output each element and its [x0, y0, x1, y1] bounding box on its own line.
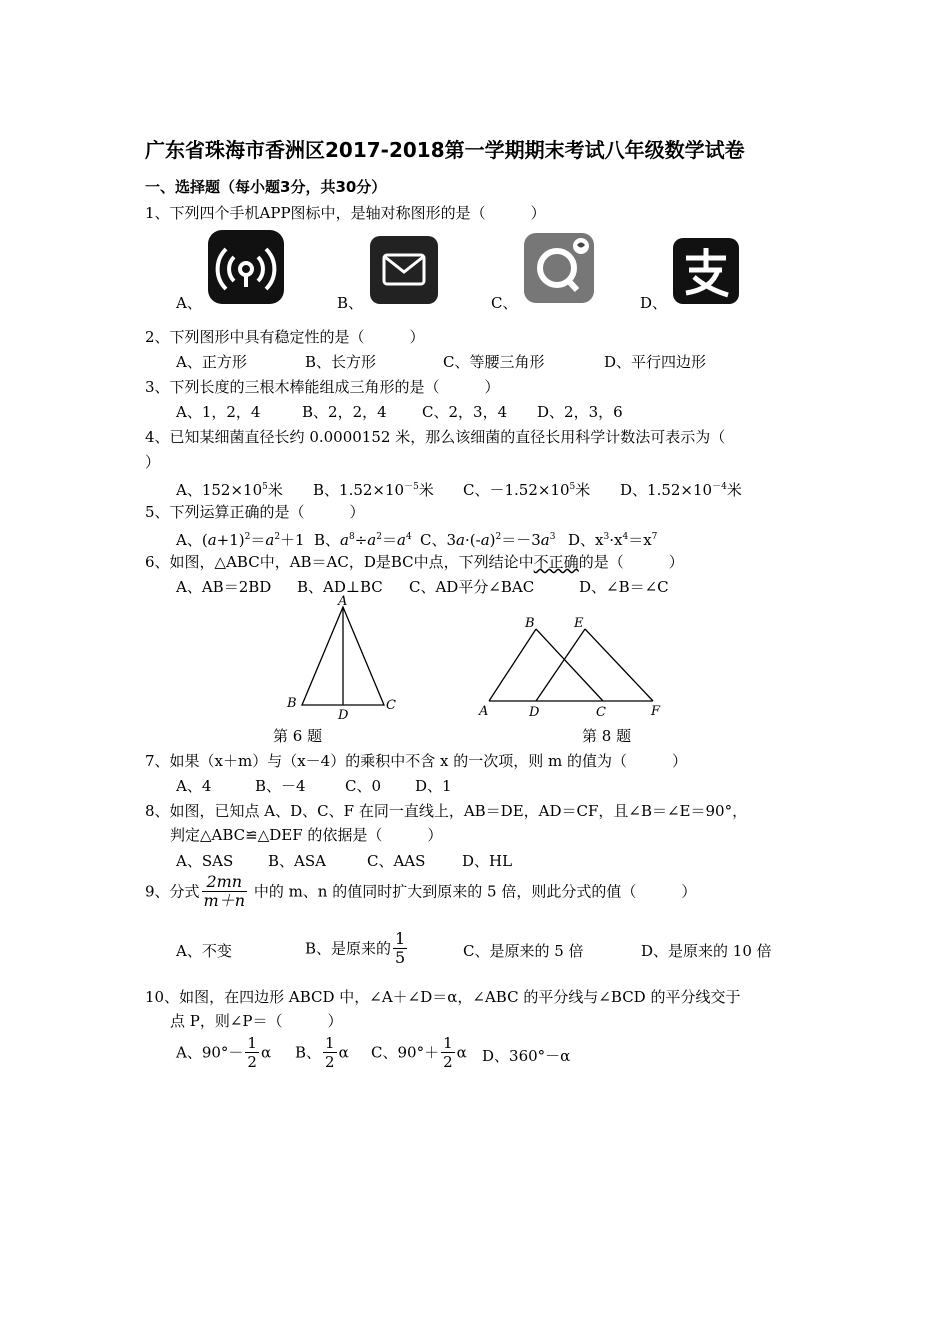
q8-option-d: D、HL	[462, 852, 513, 870]
q6-option-a: A、AB＝2BD	[176, 578, 272, 596]
q10-option-d: D、360°－α	[482, 1047, 571, 1065]
q7-option-c: C、0	[345, 777, 382, 795]
question-8-stem-cont: 判定△ABC≌△DEF 的依据是（ ）	[170, 826, 443, 844]
q3-option-a: A、1，2，4	[176, 403, 261, 421]
q2-option-a: A、正方形	[176, 353, 247, 371]
q10-option-a: A、90°－ $\frac{1}{2}$ α	[176, 1034, 272, 1071]
question-7-stem: 7、如果（x＋m）与（x－4）的乘积中不含 x 的一次项，则 m 的值为（ ）	[145, 752, 687, 770]
q8-option-c: C、AAS	[367, 852, 426, 870]
fig8-label-e: E	[574, 616, 584, 631]
figure-8-caption: 第 8 题	[582, 727, 632, 745]
question-3-stem: 3、下列长度的三根木棒能组成三角形的是（ ）	[145, 378, 500, 396]
question-8-stem: 8、如图，已知点 A、D、C、F 在同一直线上，AB＝DE，AD＝CF，且∠B＝∠E＝90°，	[145, 802, 748, 820]
q1-option-c-label: C、	[491, 294, 518, 312]
q8-option-a: A、SAS	[176, 852, 234, 870]
q5-option-c: C、$3a\cdot(-a)^2=-3a^3$	[420, 531, 556, 549]
question-4-stem-cont: ）	[145, 453, 161, 471]
q6-option-d: D、∠B＝∠C	[579, 578, 669, 596]
mail-icon	[369, 235, 439, 309]
question-5-stem: 5、下列运算正确的是（ ）	[145, 503, 365, 521]
question-6-stem: 6、如图，△ABC中，AB＝AC，D是BC中点，下列结论中不正确的是（ ）	[145, 553, 684, 571]
fig6-label-d: D	[338, 708, 349, 723]
q7-option-a: A、4	[176, 777, 212, 795]
q9-option-d: D、是原来的 10 倍	[641, 942, 772, 960]
wifi-key-icon	[207, 229, 285, 309]
q4-option-c: C、$-1.52\times 10^5$米	[463, 481, 591, 499]
question-4-stem: 4、已知某细菌直径长约 0.0000152 米，那么该细菌的直径长用科学计数法可表示为（	[145, 428, 726, 446]
q4-option-d: D、$1.52\times 10^{-4}$米	[620, 481, 742, 499]
q7-option-d: D、1	[415, 777, 452, 795]
q2-option-b: B、长方形	[305, 353, 377, 371]
q3-option-c: C、2，3，4	[422, 403, 508, 421]
page-title: 广东省珠海市香洲区2017-2018第一学期期末考试八年级数学试卷	[145, 138, 745, 162]
q1-option-a-label: A、	[176, 294, 202, 312]
q5-option-a: A、$(a+1)^2=a^2+1$	[176, 531, 305, 549]
q9-option-c: C、是原来的 5 倍	[463, 942, 584, 960]
fig8-label-a: A	[479, 704, 489, 719]
fig8-label-b: B	[525, 616, 535, 631]
q10-option-c: C、90°＋ $\frac{1}{2}$ α	[371, 1034, 467, 1071]
q4-option-b: B、$1.52\times 10^{-5}$米	[313, 481, 434, 499]
fig6-label-c: C	[386, 698, 396, 713]
figure-8-triangles	[475, 612, 675, 726]
fig6-label-b: B	[287, 696, 297, 711]
q6-option-b: B、AD⊥BC	[297, 578, 383, 596]
q6-option-c: C、AD平分∠BAC	[409, 578, 535, 596]
q4-option-a: A、$152\times 10^5$米	[176, 481, 283, 499]
q9-option-b: B、是原来的 $\frac{1}{5}$	[305, 929, 406, 967]
fig6-label-a: A	[338, 595, 348, 609]
question-1-stem: 1、下列四个手机APP图标中，是轴对称图形的是（ ）	[145, 204, 546, 222]
q8-option-b: B、ASA	[268, 852, 326, 870]
alipay-icon	[672, 237, 740, 309]
q3-option-b: B、2，2，4	[302, 403, 387, 421]
fig8-label-f: F	[651, 704, 661, 719]
q5-option-b: B、$a^8\div a^2=a^4$	[314, 531, 412, 549]
q7-option-b: B、－4	[255, 777, 306, 795]
q10-option-b: B、 $\frac{1}{2}$ α	[295, 1034, 349, 1071]
search-q-icon	[523, 232, 595, 308]
question-10-stem-cont: 点 P，则∠P＝（ ）	[170, 1012, 343, 1030]
q9-option-a: A、不变	[176, 942, 232, 960]
q2-option-d: D、平行四边形	[604, 353, 707, 371]
q1-option-d-label: D、	[640, 294, 668, 312]
question-10-stem: 10、如图，在四边形 ABCD 中，∠A＋∠D＝α，∠ABC 的平分线与∠BCD 的平分线交于	[145, 988, 741, 1006]
figure-6-caption: 第 6 题	[273, 727, 323, 745]
fig8-label-d: D	[529, 705, 540, 720]
fig8-label-c: C	[596, 705, 606, 720]
q5-option-d: D、$x^3\cdot x^4=x^7$	[568, 531, 658, 549]
q3-option-d: D、2，3，6	[537, 403, 623, 421]
q2-option-c: C、等腰三角形	[443, 353, 545, 371]
question-2-stem: 2、下列图形中具有稳定性的是（ ）	[145, 328, 425, 346]
question-9-stem: 9、分式 $\frac{2mn}{m+n}$ 中的 m、n 的值同时扩大到原来的 5 倍，则此分式的值（ ）	[145, 872, 697, 910]
figure-6-triangle	[280, 595, 410, 729]
q1-option-b-label: B、	[337, 294, 364, 312]
section-heading: 一、选择题（每小题3分，共30分）	[145, 178, 387, 196]
